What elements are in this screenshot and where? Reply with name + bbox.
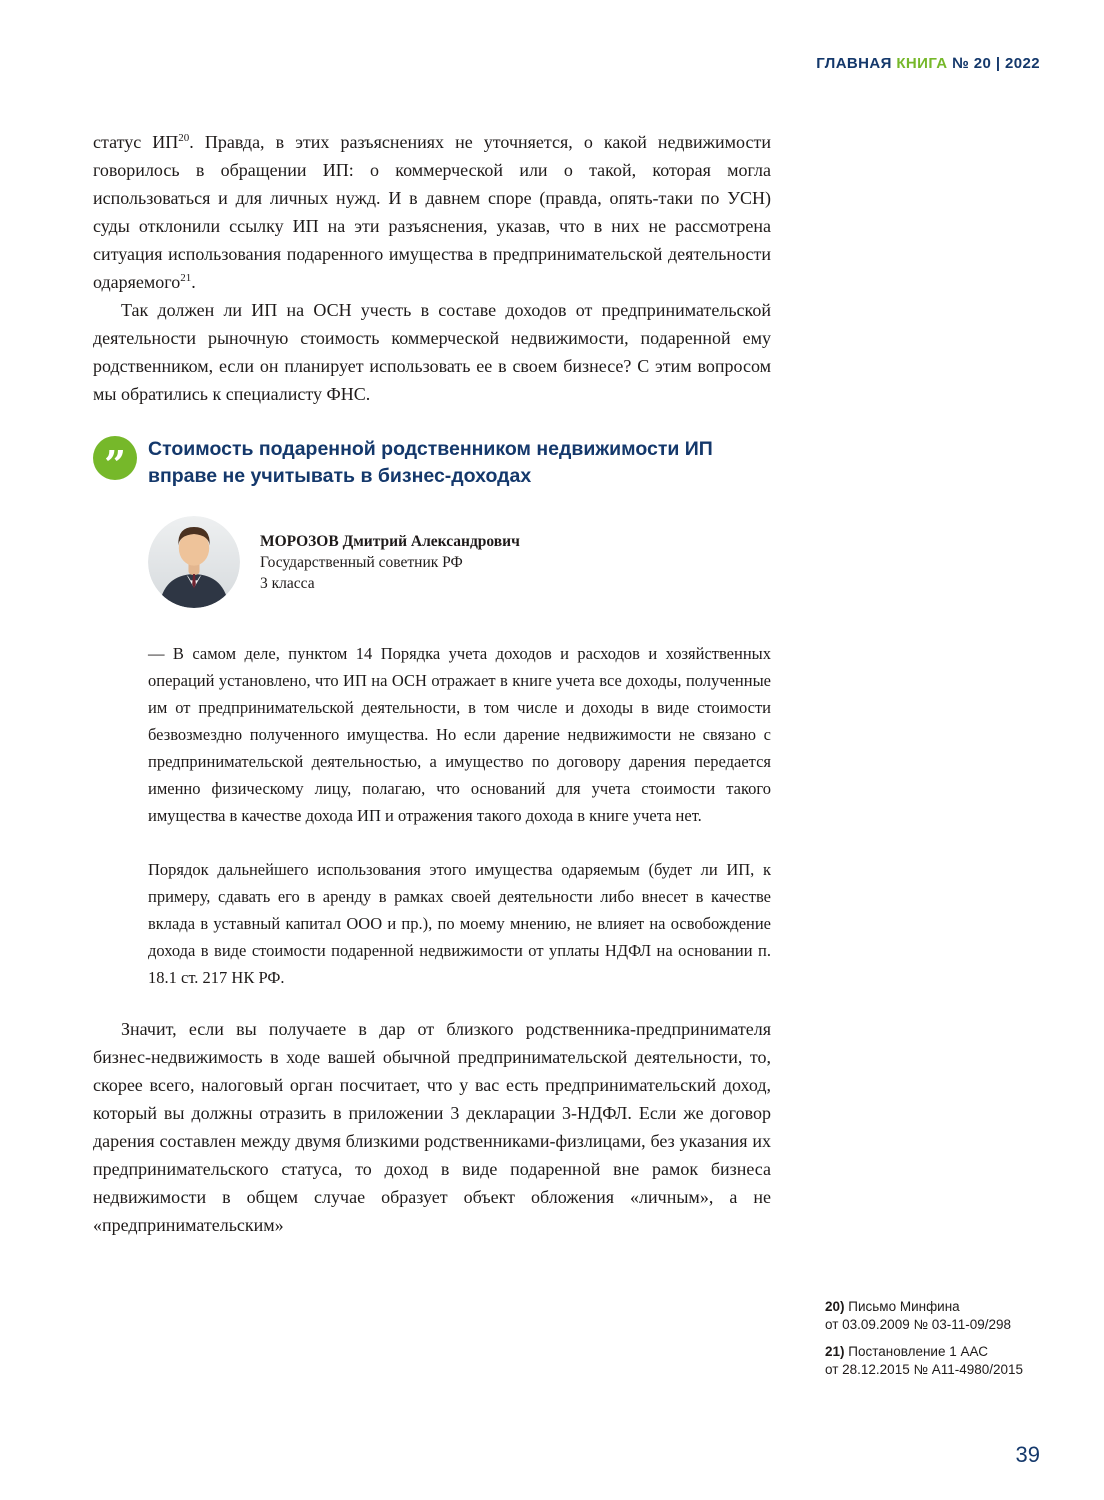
expert-photo [148,516,240,608]
body-paragraph-1 [93,128,771,296]
quote-paragraph-1: — В самом деле, пунктом 14 Порядка учета доходов и расходов и хозяйственных операций установлено, что ИП на ОСН отражает в книге учета все доходы, полученные им от предпринимательской деятельности, в том числе и доходы в виде стоимости безвозмездно полученного имущества. Но если дарение недвижимости не связано с предпринимательской деятельностью, а имущество по договору дарения передается именно физическому лицу, полагаю, что оснований для учета стоимости такого имущества в качестве дохода ИП и отражения такого дохода в книге учета нет. [148,644,771,825]
magazine-header [816,55,1040,72]
paragraph-text: статус ИП [93,132,179,152]
body-paragraph-3: Значит, если вы получаете в дар от близкого родственника-предпринимателя бизнес-недвижимость в ходе вашей обычной предпринимательской деятельности, то, скорее всего, налоговый орган посчитает, что у вас есть предпринимательский доход, который вы должны отразить в приложении 3 декларации 3-НДФЛ. Если же договор дарения составлен между двумя близкими родственниками-физлицами, без указания их предпринимательского статуса, то доход в виде подаренной вне рамок бизнеса недвижимости в общем случае образует объект обложения «личным», а не «предпринимательским» [93,1019,771,1235]
issue-number: № 20 | 2022 [947,55,1040,72]
footnote-20 [825,1298,1055,1334]
quote-icon: ” [93,436,137,480]
page-number: 39 [1015,1442,1040,1467]
footnote-label: 21) [825,1344,845,1359]
expert-rank-line1: Государственный советник РФ [260,553,463,571]
footnote-21 [825,1343,1055,1379]
footnotes-column [825,1298,1055,1388]
paragraph-text: . [191,272,196,292]
expert-quote-section [104,436,771,991]
expert-rank-line2: 3 класса [260,574,315,592]
expert-info [260,531,520,594]
footnote-label: 20) [825,1299,845,1314]
paragraph-text: . Правда, в этих разъяснениях не уточняется, о какой недвижимости говорилось в обращении ИП: о коммерческой или о такой, которая могла использоваться и для личных нужд. И в давнем споре (правда, опять-таки по УСН) суды отклонили ссылку ИП на эти разъяснения, указав, что в них не рассмотрена ситуация использования подаренного имущества в предпринимательской деятельности одаряемого [93,132,771,292]
footnote-text: от 03.09.2009 № 03-11-09/298 [825,1317,1012,1332]
footnote-text: Постановление 1 ААС [844,1344,988,1359]
footnote-text: от 28.12.2015 № А11-4980/2015 [825,1362,1024,1377]
quote-title: Стоимость подаренной родственником недвижимости ИП вправе не учитывать в бизнес-доходах [148,438,713,487]
main-text-column [93,128,771,1239]
brand-accent: КНИГА [896,55,948,72]
brand-main: ГЛАВНАЯ [816,55,897,72]
expert-name: МОРОЗОВ Дмитрий Александрович [260,532,520,550]
footnote-ref-20: 20 [178,132,190,144]
footnote-ref-21: 21 [180,272,192,284]
portrait-illustration [148,516,240,608]
footnote-text: Письмо Минфина [844,1299,960,1314]
expert-profile [148,516,771,608]
body-paragraph-2: Так должен ли ИП на ОСН учесть в составе доходов от предпринимательской деятельности рыночную стоимость коммерческой недвижимости, подаренной ему родственником, если он планирует использовать ее в своем бизнесе? С этим вопросом мы обратились к специалисту ФНС. [93,300,771,404]
quote-paragraph-2: Порядок дальнейшего использования этого имущества одаряемым (будет ли ИП, к примеру, сдавать его в аренду в рамках своей деятельности либо внесет в качестве вклада в уставный капитал ООО и пр.), по моему мнению, не влияет на освобождение дохода в виде стоимости подаренной недвижимости от уплаты НДФЛ на основании п. 18.1 ст. 217 НК РФ. [148,860,771,987]
